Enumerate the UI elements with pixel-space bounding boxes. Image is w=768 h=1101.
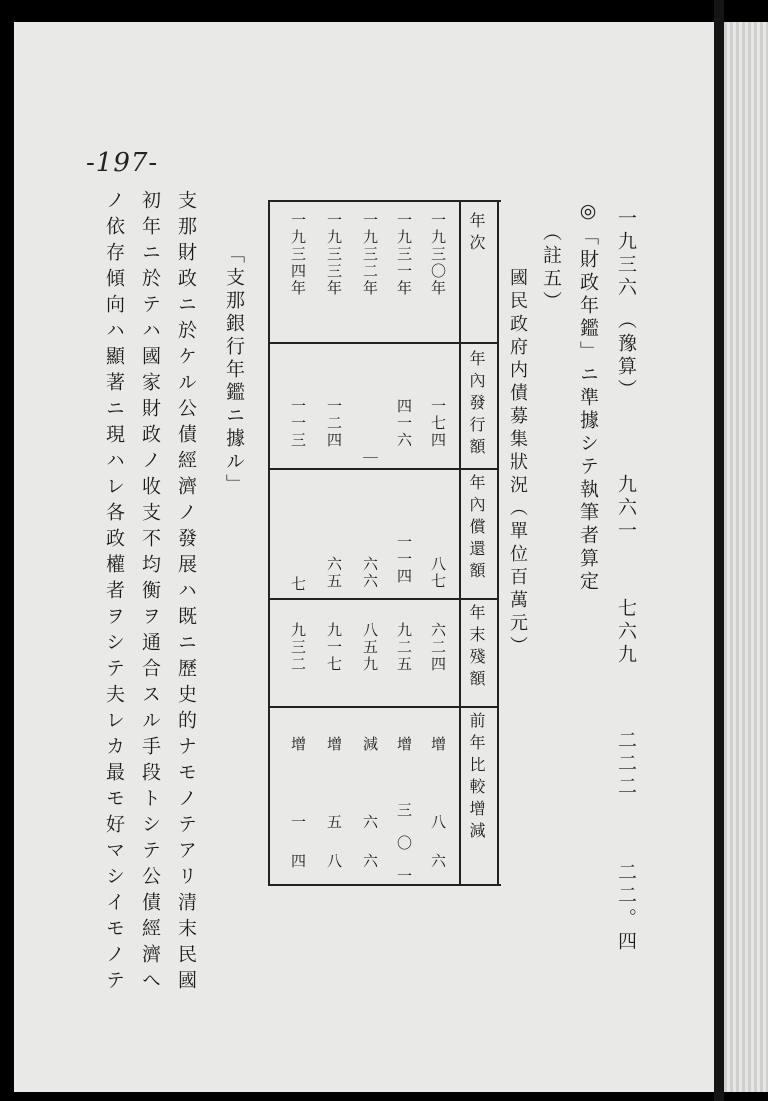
row-1931-year: 一九三一年: [395, 212, 413, 297]
row-divider-4: [268, 706, 499, 708]
row-1931-change: 增 三〇一: [395, 736, 413, 901]
header-change: 前年比較增減: [467, 712, 486, 844]
line-1936-value-3: 二二二: [615, 730, 637, 799]
row-1932-year: 一九三二年: [361, 212, 379, 297]
row-1933-year: 一九三三年: [325, 212, 343, 297]
header-outstanding: 年末殘額: [467, 604, 486, 692]
row-1934-year: 一九三四年: [289, 212, 307, 297]
row-1933-redeemed: 六五: [325, 556, 343, 590]
page-number: -197-: [86, 148, 159, 178]
row-1930-outstanding: 六二四: [429, 622, 447, 673]
page-edge: [724, 22, 768, 1092]
row-1934-outstanding: 九三二: [289, 622, 307, 673]
table-title: 國民政府内債募集狀況（單位百萬元）: [507, 268, 528, 659]
row-1932-redeemed: 六六: [361, 556, 379, 590]
header-redeemed: 年內償還額: [467, 474, 486, 584]
row-1934-issued: 一一三: [289, 398, 307, 449]
row-1930-change: 增 八六: [429, 736, 447, 892]
row-1930-issued: 一七四: [429, 398, 447, 449]
line-1936-note: （豫算）: [615, 310, 637, 402]
row-1930-year: 一九三〇年: [429, 212, 447, 297]
table-right-border: [497, 200, 499, 884]
table-header-divider: [459, 200, 461, 884]
line-1936-year: 一九三六: [615, 208, 637, 300]
row-1931-issued: 四一六: [395, 398, 413, 449]
row-divider-1: [268, 342, 499, 344]
line-1936-value-2: 七六九: [615, 598, 637, 667]
row-1933-change: 增 五八: [325, 736, 343, 892]
book-spine: [714, 0, 724, 1101]
row-1931-redeemed: 一一四: [395, 534, 413, 585]
row-divider-2: [268, 468, 499, 470]
body-line-2: 初年ニ於テハ國家財政ノ收支不均衡ヲ通合スル手段トシテ公債經濟へ: [139, 190, 161, 996]
line-1936-value-1: 九六一: [615, 474, 637, 543]
row-1930-redeemed: 八七: [429, 556, 447, 590]
row-1932-outstanding: 八五九: [361, 622, 379, 673]
header-year: 年次: [467, 212, 486, 256]
footnote-marker: （註五）: [540, 222, 562, 314]
row-1931-outstanding: 九二五: [395, 622, 413, 673]
row-1932-issued: ｜: [361, 450, 379, 467]
row-1934-change: 增 一四: [289, 736, 307, 892]
header-issued: 年內發行額: [467, 350, 486, 460]
source-note-line: ◎「財政年鑑」ニ準據シテ執筆者算定: [577, 200, 599, 594]
row-1933-outstanding: 九一七: [325, 622, 343, 673]
row-1932-change: 減 六六: [361, 736, 379, 892]
table-source: 「支那銀行年鑑ニ據ル」: [223, 244, 245, 497]
row-divider-3: [268, 598, 499, 600]
row-1933-issued: 一二四: [325, 398, 343, 449]
body-line-1: 支那財政ニ於ケル公債經濟ノ發展ハ既ニ歷史的ナモノテアリ清末民國: [175, 190, 197, 996]
line-1936-value-4: 二二。四: [615, 862, 637, 954]
row-1934-redeemed: 七: [289, 576, 307, 593]
body-line-3: ノ依存傾向ハ顯著ニ現ハレ各政權者ヲシテ夫レカ最モ好マシイモノテ: [103, 190, 125, 996]
